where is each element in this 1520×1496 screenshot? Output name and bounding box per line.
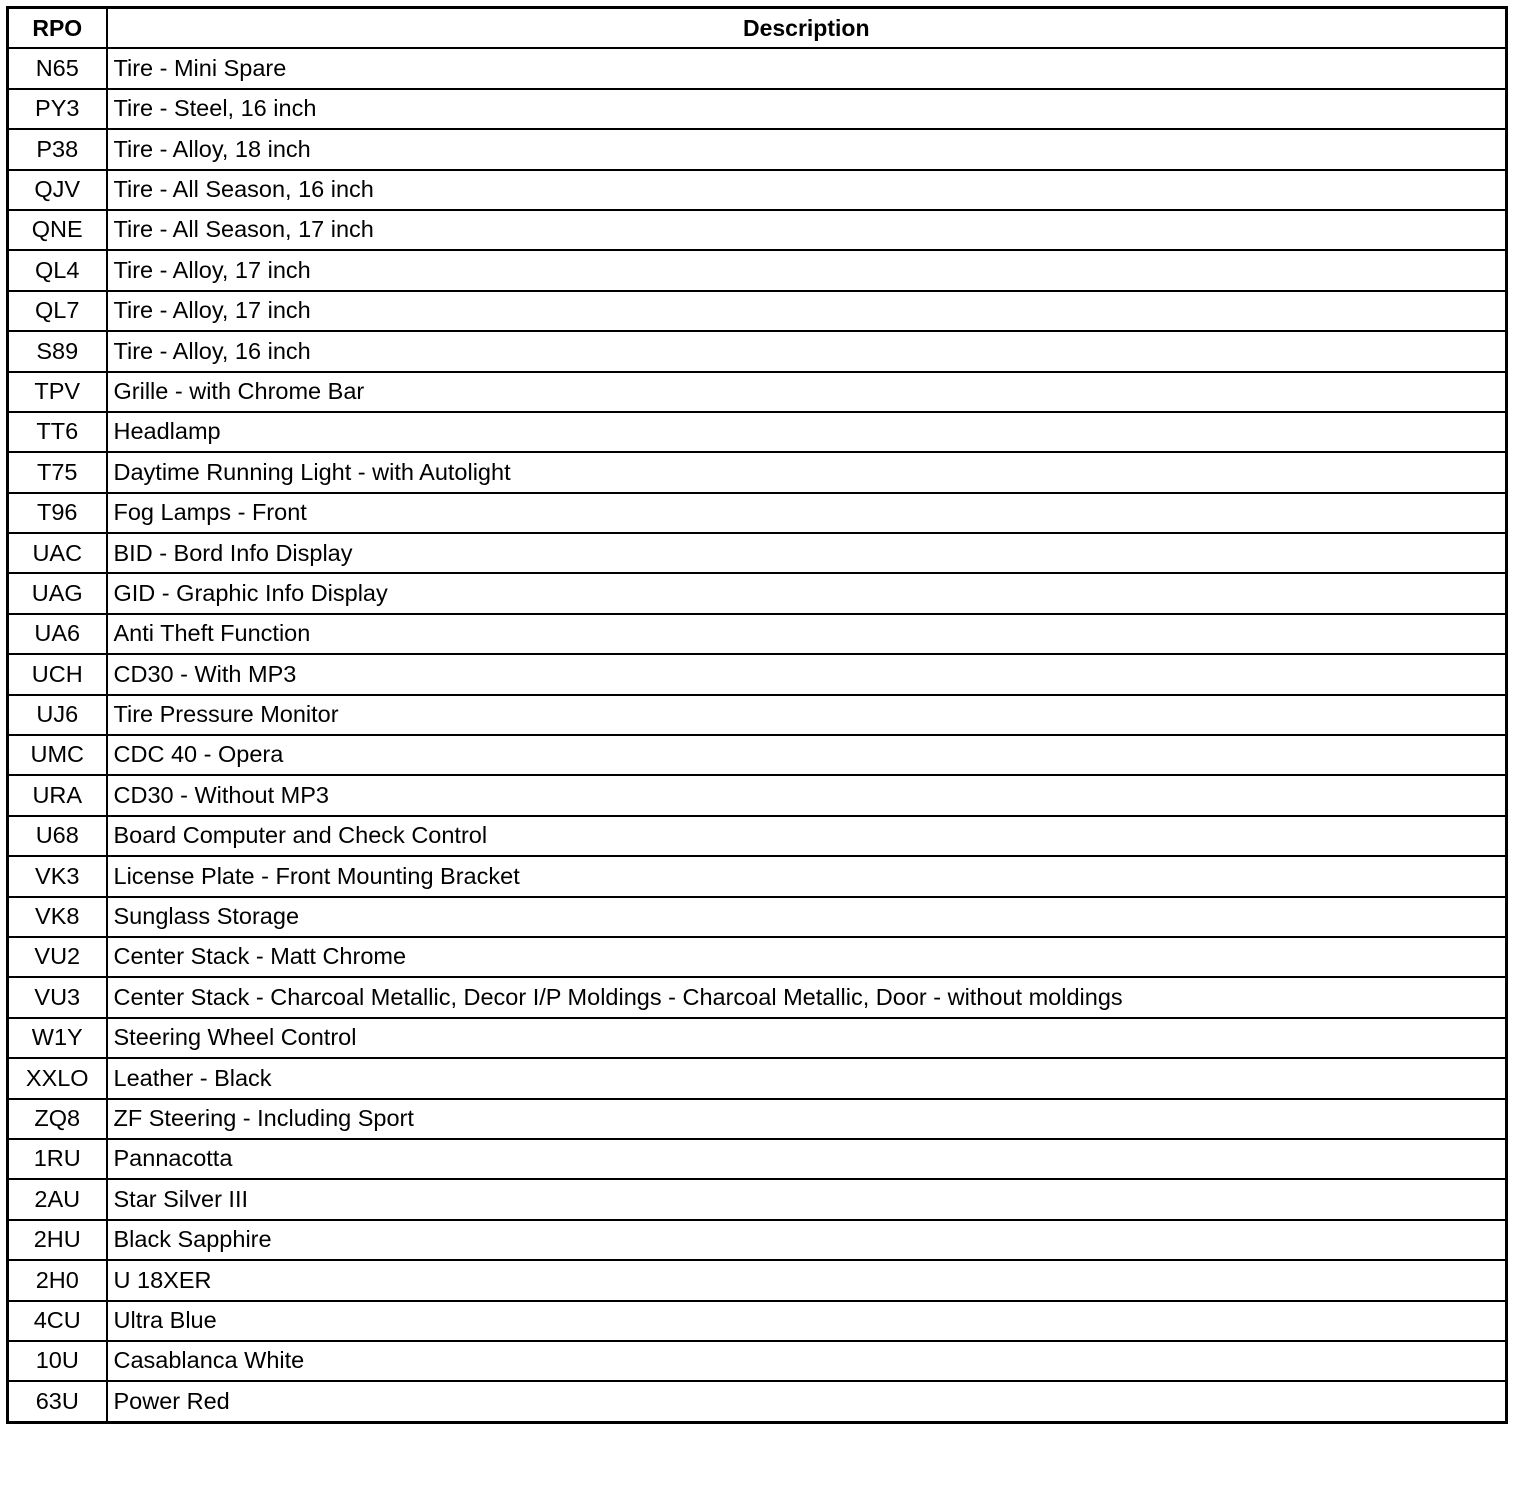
table-row [8, 1301, 1507, 1341]
description-cell: Steering Wheel Control [107, 1018, 1507, 1058]
table-row [8, 291, 1507, 331]
table-row [8, 614, 1507, 654]
table-row [8, 533, 1507, 573]
table-row [8, 452, 1507, 492]
rpo-code-cell: U68 [8, 816, 107, 856]
rpo-code-cell: UJ6 [8, 695, 107, 735]
rpo-code-cell: 4CU [8, 1301, 107, 1341]
table-row [8, 210, 1507, 250]
description-cell: U 18XER [107, 1260, 1507, 1300]
table-row [8, 816, 1507, 856]
table-row [8, 856, 1507, 896]
description-cell: Pannacotta [107, 1139, 1507, 1179]
rpo-code-cell: 2HU [8, 1220, 107, 1260]
table-row [8, 412, 1507, 452]
table-body [8, 48, 1507, 1422]
rpo-code-cell: TPV [8, 372, 107, 412]
table-row [8, 1058, 1507, 1098]
description-cell: Sunglass Storage [107, 897, 1507, 937]
description-cell: Tire - All Season, 17 inch [107, 210, 1507, 250]
description-cell: Tire - Alloy, 17 inch [107, 291, 1507, 331]
table-row [8, 331, 1507, 371]
description-cell: Tire - Alloy, 17 inch [107, 250, 1507, 290]
table-row [8, 654, 1507, 694]
description-cell: Tire - Steel, 16 inch [107, 89, 1507, 129]
rpo-code-cell: UA6 [8, 614, 107, 654]
table-row [8, 170, 1507, 210]
description-cell: Daytime Running Light - with Autolight [107, 452, 1507, 492]
rpo-code-cell: TT6 [8, 412, 107, 452]
rpo-code-cell: 1RU [8, 1139, 107, 1179]
rpo-code-cell: URA [8, 775, 107, 815]
table-row [8, 573, 1507, 613]
table-row [8, 695, 1507, 735]
description-cell: Center Stack - Charcoal Metallic, Decor I/P Moldings - Charcoal Metallic, Door - without moldings [107, 977, 1507, 1017]
table-row [8, 1381, 1507, 1422]
rpo-code-cell: VK8 [8, 897, 107, 937]
table-row [8, 735, 1507, 775]
rpo-code-cell: N65 [8, 48, 107, 88]
rpo-code-cell: P38 [8, 129, 107, 169]
description-cell: Center Stack - Matt Chrome [107, 937, 1507, 977]
table-row [8, 1341, 1507, 1381]
table-row [8, 1260, 1507, 1300]
table-row [8, 977, 1507, 1017]
table-row [8, 1179, 1507, 1219]
table-row [8, 937, 1507, 977]
rpo-code-cell: 2H0 [8, 1260, 107, 1300]
description-cell: Power Red [107, 1381, 1507, 1422]
table-row [8, 775, 1507, 815]
description-cell: Casablanca White [107, 1341, 1507, 1381]
rpo-table [6, 6, 1508, 1424]
rpo-code-cell: T96 [8, 493, 107, 533]
rpo-code-cell: UMC [8, 735, 107, 775]
description-cell: Fog Lamps - Front [107, 493, 1507, 533]
description-cell: CDC 40 - Opera [107, 735, 1507, 775]
rpo-code-cell: 63U [8, 1381, 107, 1422]
description-cell: Board Computer and Check Control [107, 816, 1507, 856]
description-cell: ZF Steering - Including Sport [107, 1099, 1507, 1139]
description-cell: CD30 - Without MP3 [107, 775, 1507, 815]
rpo-code-cell: XXLO [8, 1058, 107, 1098]
description-cell: Ultra Blue [107, 1301, 1507, 1341]
table-row [8, 89, 1507, 129]
description-cell: BID - Bord Info Display [107, 533, 1507, 573]
description-cell: License Plate - Front Mounting Bracket [107, 856, 1507, 896]
table-row [8, 48, 1507, 88]
rpo-code-cell: QNE [8, 210, 107, 250]
rpo-code-cell: VU2 [8, 937, 107, 977]
description-cell: Tire - Alloy, 16 inch [107, 331, 1507, 371]
rpo-code-cell: ZQ8 [8, 1099, 107, 1139]
rpo-code-cell: QL4 [8, 250, 107, 290]
rpo-code-cell: UCH [8, 654, 107, 694]
table-row [8, 897, 1507, 937]
rpo-code-cell: T75 [8, 452, 107, 492]
rpo-code-cell: QL7 [8, 291, 107, 331]
rpo-code-cell: VK3 [8, 856, 107, 896]
description-cell: Headlamp [107, 412, 1507, 452]
description-cell: Tire - Alloy, 18 inch [107, 129, 1507, 169]
description-cell: Tire Pressure Monitor [107, 695, 1507, 735]
table-row [8, 129, 1507, 169]
rpo-code-cell: 10U [8, 1341, 107, 1381]
description-cell: CD30 - With MP3 [107, 654, 1507, 694]
table-row [8, 372, 1507, 412]
description-cell: Grille - with Chrome Bar [107, 372, 1507, 412]
rpo-code-cell: UAC [8, 533, 107, 573]
description-cell: Star Silver III [107, 1179, 1507, 1219]
table-row [8, 1220, 1507, 1260]
rpo-code-cell: UAG [8, 573, 107, 613]
description-cell: Anti Theft Function [107, 614, 1507, 654]
description-cell: Leather - Black [107, 1058, 1507, 1098]
header-rpo: RPO [8, 8, 107, 49]
header-row [8, 8, 1507, 49]
description-cell: Tire - All Season, 16 inch [107, 170, 1507, 210]
rpo-code-cell: W1Y [8, 1018, 107, 1058]
description-cell: Tire - Mini Spare [107, 48, 1507, 88]
description-cell: GID - Graphic Info Display [107, 573, 1507, 613]
table-row [8, 1018, 1507, 1058]
table-row [8, 250, 1507, 290]
header-description: Description [107, 8, 1507, 49]
table-row [8, 1139, 1507, 1179]
rpo-code-cell: 2AU [8, 1179, 107, 1219]
rpo-code-cell: S89 [8, 331, 107, 371]
table-row [8, 493, 1507, 533]
rpo-code-cell: QJV [8, 170, 107, 210]
rpo-code-cell: VU3 [8, 977, 107, 1017]
rpo-code-cell: PY3 [8, 89, 107, 129]
description-cell: Black Sapphire [107, 1220, 1507, 1260]
table-row [8, 1099, 1507, 1139]
